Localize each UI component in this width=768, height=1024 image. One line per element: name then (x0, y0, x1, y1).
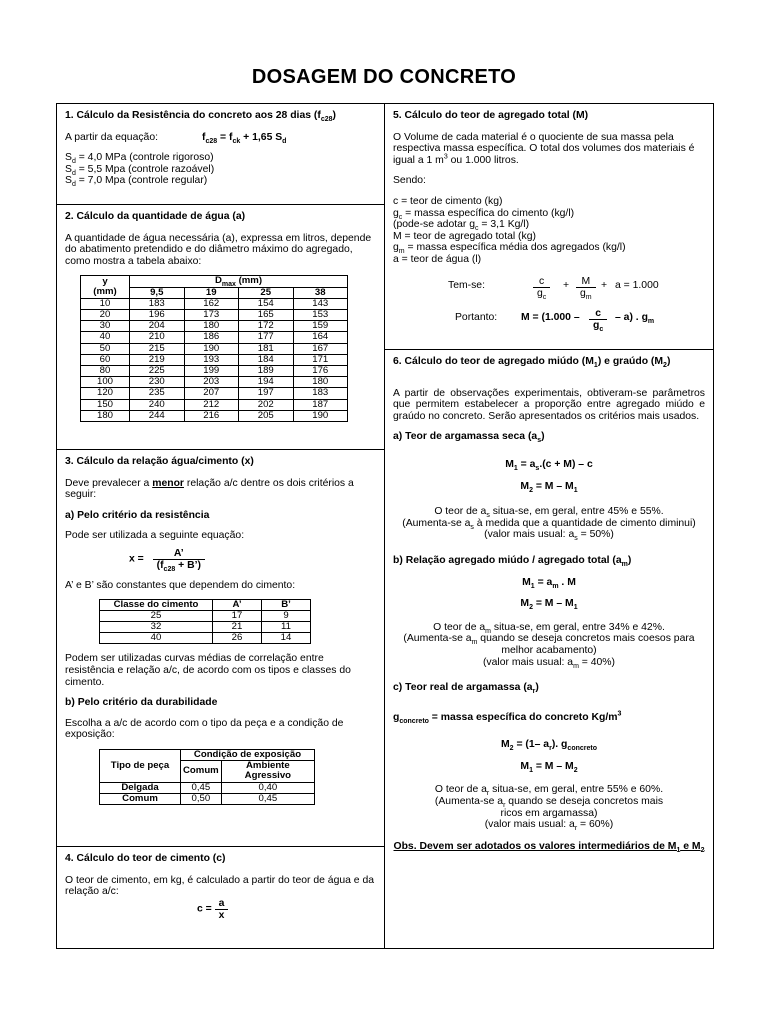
table-cell: 153 (293, 309, 348, 320)
section-2-text: A quantidade de água necessária (a), expressa em litros, depende do abatimento pretendido e do diâmetro máximo do agregado, como mostra a tabela abaixo: (65, 232, 372, 267)
table-cell: 176 (293, 366, 348, 377)
table-cell: 17 (213, 610, 262, 621)
criterion-resistance: a) Pelo critério da resistência (65, 509, 210, 521)
table-cell: 204 (130, 321, 185, 332)
table-cell: 80 (81, 366, 130, 377)
table-cell: 164 (293, 332, 348, 343)
table-cell: 173 (184, 309, 239, 320)
water-table-row (81, 309, 348, 320)
gconcreto-def: $g_{concreto}$ = massa específica do concreto $Kg/m^3$ (393, 710, 622, 725)
section-2-heading: 2. Cálculo da quantidade de água (a) (65, 211, 246, 222)
table-cell: 235 (130, 388, 185, 399)
equation-intro: Pode ser utilizada a seguinte equação: (65, 530, 245, 542)
water-table: y $D_{max}$ (mm) (mm) 9,5 19 25 38 10 183 162 154 143 20 196 173 165 153 30 204 180 172 159 40 210 186 177 164 50 215 190 181 167 60 219 193 184 171 80 225 199 189 176 100 230 203 194 180 120 235 207 197 183 150 240 212 202 187 180 244 216 205 190 (80, 275, 348, 422)
table-cell: 26 (213, 633, 262, 644)
temse-equation: Tem-se: $\frac{c}{g_c}$ + $\frac{M}{g_m}$ + a = 1.000 (448, 275, 659, 301)
section-cement (56, 846, 385, 949)
table-cell: 171 (293, 354, 348, 365)
table-cell: 193 (184, 354, 239, 365)
water-table-row (81, 377, 348, 388)
water-table-row (81, 298, 348, 309)
table-cell: 190 (184, 343, 239, 354)
durability-table: Tipo de peça Condição de exposição Comum Ambiente Agressivo Delgada 0,45 0,40 Comum 0,50 0,45 (99, 749, 315, 805)
table-cell: 143 (293, 298, 348, 309)
water-table-row (81, 332, 348, 343)
page-title: DOSAGEM DO CONCRETO (251, 66, 517, 88)
section-4-text: O teor de cimento, em kg, é calculado a partir do teor de água e da relação a/c: (65, 874, 375, 898)
def-c: c = teor de cimento (kg) (393, 195, 503, 207)
table-cell: 165 (239, 309, 294, 320)
table-cell: 50 (81, 343, 130, 354)
table-cell: 187 (293, 399, 348, 410)
table-cell: 205 (239, 410, 294, 421)
section-3-heading: 3. Cálculo da relação água/cimento (x) (65, 456, 254, 467)
table-cell: 40 (100, 633, 213, 644)
table-cell: 100 (81, 377, 130, 388)
sendo: Sendo: (393, 175, 426, 187)
table-cell: 159 (293, 321, 348, 332)
table-cell: 0,40 (221, 782, 314, 793)
criterion-a-head: a) Teor de argamassa seca $(a_s)$ (393, 431, 545, 445)
table-cell: 0,45 (181, 782, 222, 793)
table-cell: 180 (293, 377, 348, 388)
table-cell: 199 (184, 366, 239, 377)
table-cell: 180 (81, 410, 130, 421)
water-table-row (81, 343, 348, 354)
table-cell: 10 (81, 298, 130, 309)
table-cell: 230 (130, 377, 185, 388)
portanto-equation: Portanto: M = (1.000 – $\frac{c}{g_c}$ – a) . $g_m$ (455, 307, 655, 333)
table-cell: 32 (100, 621, 213, 632)
def-M: M = teor de agregado total (kg) (393, 230, 536, 242)
table-cell: 9 (262, 610, 311, 621)
table-cell: 196 (130, 309, 185, 320)
table-cell: 0,50 (181, 793, 222, 804)
table-cell: 0,45 (221, 793, 314, 804)
table-cell: Delgada (100, 782, 181, 793)
table-cell: 14 (262, 633, 311, 644)
water-table-row (81, 410, 348, 421)
sd-rigoroso: $S_d = 4,0$ MPa (controle rigoroso) (65, 152, 214, 166)
m2-equation-c: $M_2 = (1-$ $a_r$). $g_{concreto}$ (501, 739, 597, 753)
dmax-header: $D_{max}$ (mm) (130, 276, 348, 287)
water-table-row (81, 366, 348, 377)
def-gc: $g_c$ = massa específica do cimento (kg/l) (393, 207, 575, 221)
as-note-1: O teor de $a_s$ situa-se, em geral, entre 45% e 55%. (434, 506, 664, 520)
section-water-cement (56, 449, 385, 847)
table-cell: 216 (184, 410, 239, 421)
section-3-intro: Deve prevalecer a menor relação a/c dentre os dois critérios a seguir: (65, 477, 354, 501)
table-cell: 197 (239, 388, 294, 399)
section-resistance (56, 103, 385, 205)
table-cell: 181 (239, 343, 294, 354)
m2-equation-b: $M_2 = M - M_1$ (520, 598, 578, 612)
ab-constants-text: A’ e B’ são constantes que dependem do cimento: (65, 579, 296, 591)
water-table-row (81, 354, 348, 365)
cement-class-table: Classe do cimento A’ B’ 25 17 9 32 21 11 40 26 14 (99, 599, 311, 645)
section-5-text: O Volume de cada material é o quociente de sua massa pela respectiva massa específica. O total dos volumes dos materiais é igual a 1 $m^3$ ou 1.000 litros. (393, 131, 695, 166)
durability-text: Escolha a a/c de acordo com o tipo da peça e a condição de exposição: (65, 717, 344, 741)
table-cell: 11 (262, 621, 311, 632)
table-cell: 30 (81, 321, 130, 332)
table-cell: 184 (239, 354, 294, 365)
m1-equation-c: $M_1 = M - M_2$ (520, 760, 578, 774)
table-cell: 190 (293, 410, 348, 421)
cement-class-row (100, 610, 311, 621)
cement-class-row (100, 621, 311, 632)
sd-razoavel: $S_d = 5,5$ Mpa (controle razoável) (65, 163, 215, 177)
col-y: y (81, 276, 130, 287)
obs-note: Obs. Devem ser adotados os valores intermediários de $M_1$ e $M_2$ (393, 840, 705, 854)
as-note-2: (Aumenta-se $a_s$ à medida que a quantidade de cimento diminui) (402, 517, 696, 531)
c-equation: c = $\frac{a}{x}$ (197, 898, 376, 921)
criterion-b-head: b) Relação agregado miúdo / agregado total $(a_m)$ (393, 554, 632, 569)
table-cell: 210 (130, 332, 185, 343)
durability-row (100, 782, 315, 793)
table-cell: 162 (184, 298, 239, 309)
table-cell: 202 (239, 399, 294, 410)
table-cell: 183 (293, 388, 348, 399)
def-gc-adopt: (pode-se adotar $g_c = 3,1$ Kg/l) (393, 219, 530, 233)
table-cell: 40 (81, 332, 130, 343)
table-cell: Comum (100, 793, 181, 804)
sd-regular: $S_d = 7,0$ Mpa (controle regular) (65, 175, 208, 189)
table-cell: 154 (239, 298, 294, 309)
section-aggregate-total (384, 103, 714, 350)
table-cell: 183 (130, 298, 185, 309)
criterion-c-head: c) Teor real de argamassa $(a_r)$ (393, 682, 539, 696)
table-cell: 60 (81, 354, 130, 365)
table-cell: 244 (130, 410, 185, 421)
section-5-heading: 5. Cálculo do teor de agregado total (M) (393, 110, 589, 121)
table-cell: 180 (184, 321, 239, 332)
water-table-row (81, 321, 348, 332)
table-cell: 212 (184, 399, 239, 410)
m1-equation-a: $M_1 = a_s.(c + M) - c$ (505, 458, 593, 473)
curves-text: Podem ser utilizadas curvas médias de correlação entre resistência e relação a/c, de acordo com os tipos e classes do cimento. (65, 653, 351, 688)
table-cell: 207 (184, 388, 239, 399)
ar-note-2: (Aumenta-se $a_r$ quando se deseja concretos mais ricos em argamassa) (434, 796, 664, 819)
table-cell: 215 (130, 343, 185, 354)
table-cell: 21 (213, 621, 262, 632)
table-cell: 194 (239, 377, 294, 388)
section-fine-coarse (384, 349, 714, 949)
section-water (56, 204, 385, 450)
water-table-row (81, 388, 348, 399)
table-cell: 167 (293, 343, 348, 354)
section-1-heading: 1. Cálculo da Resistência do concreto aos 28 dias $(f_{c28})$ (65, 110, 336, 124)
m2-equation-a: $M_2 = M - M_1$ (520, 480, 578, 494)
section-6-intro: A partir de observações experimentais, obtiveram-se parâmetros que permitem estabelecer a proporção entre agregado miúdo e graúdo no concreto. Serão apresentados os critérios mais usados. (393, 387, 705, 422)
cement-class-row (100, 633, 311, 644)
ar-note-1: O teor de $a_r$ situa-se, em geral, entre 55% e 60%. (434, 784, 664, 798)
fc28-equation: $f_{c28} = f_{ck} + 1,65$ $S_d$ (202, 131, 287, 145)
def-gm: $g_m$ = massa específica média dos agregados (kg/l) (393, 242, 626, 256)
table-cell: 120 (81, 388, 130, 399)
am-note-1: O teor de $a_m$ situa-se, em geral, entre 34% e 42%. (433, 621, 665, 635)
ar-note-3: (valor mais usual: $a_r = 60\%$) (484, 819, 614, 833)
am-note-3: (valor mais usual: $a_m = 40\%$) (482, 656, 616, 670)
table-cell: 150 (81, 399, 130, 410)
table-cell: 20 (81, 309, 130, 320)
water-table-row (81, 399, 348, 410)
equation-line: A partir da equação: $f_{c28} = f_{ck} + 1,65$ $S_d$ (65, 131, 287, 145)
m1-equation-b: $M_1 = a_m$ . M (522, 576, 576, 590)
def-a: a = teor de água (l) (393, 253, 482, 265)
table-cell: 172 (239, 321, 294, 332)
table-cell: 25 (100, 610, 213, 621)
table-cell: 225 (130, 366, 185, 377)
criterion-durability: b) Pelo critério da durabilidade (65, 697, 218, 709)
as-note-3: (valor mais usual: $a_s = 50\%$) (484, 529, 614, 543)
section-4-heading: 4. Cálculo do teor de cimento (c) (65, 853, 226, 864)
am-note-2: (Aumenta-se $a_m$ quando se deseja concretos mais coesos para melhor acabamento) (403, 633, 695, 656)
table-cell: 219 (130, 354, 185, 365)
section-6-heading: 6. Cálculo do teor de agregado miúdo $(M_1)$ e graúdo $(M_2)$ (393, 356, 671, 370)
table-cell: 189 (239, 366, 294, 377)
x-equation: x = $\frac{A’}{(f_{c28} + B’)}$ (129, 548, 376, 571)
table-cell: 177 (239, 332, 294, 343)
table-cell: 203 (184, 377, 239, 388)
table-cell: 186 (184, 332, 239, 343)
durability-row (100, 793, 315, 804)
table-cell: 240 (130, 399, 185, 410)
